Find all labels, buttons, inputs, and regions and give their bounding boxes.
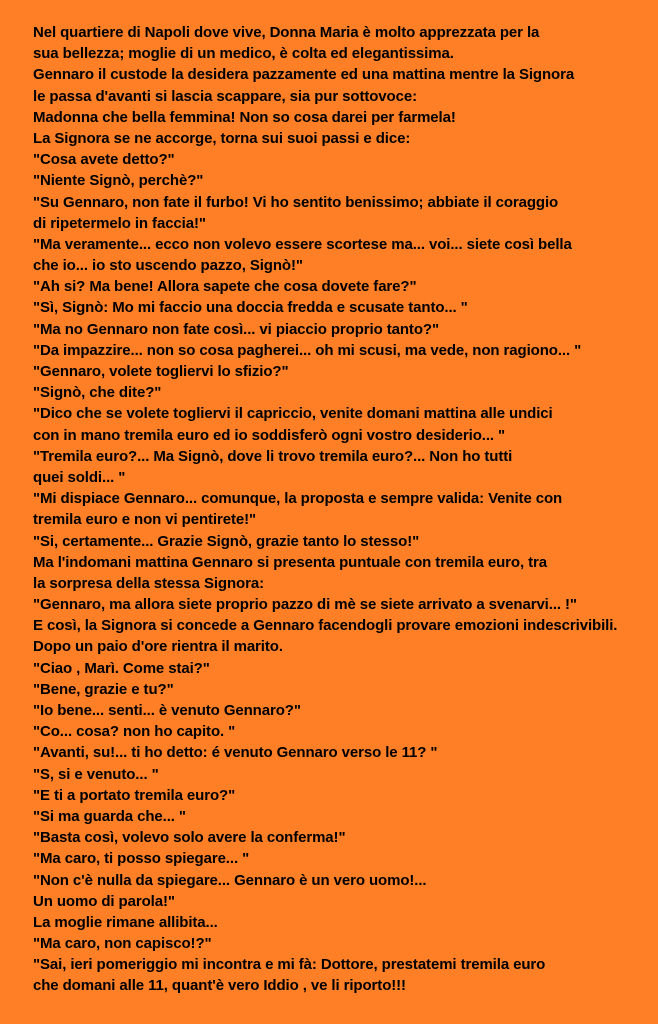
story-line: "Ma caro, ti posso spiegare... ": [33, 850, 250, 868]
story-line: "Avanti, su!... ti ho detto: é venuto Gennaro verso le 11? ": [33, 744, 438, 762]
story-line: "S, si e venuto... ": [33, 765, 159, 783]
story-line: "Sai, ieri pomeriggio mi incontra e mi fà: Dottore, prestatemi tremila euro: [33, 956, 546, 974]
story-line: "Basta così, volevo solo avere la conferma!": [33, 829, 346, 847]
story-line: Gennaro il custode la desidera pazzamente ed una mattina mentre la Signora: [33, 66, 575, 84]
story-line: "Dico che se volete togliervi il capriccio, venite domani mattina alle undici: [33, 405, 553, 423]
story-line: Un uomo di parola!": [33, 892, 175, 910]
story-line: con in mano tremila euro ed io soddisferò ogni vostro desiderio... ": [33, 426, 506, 444]
story-line: la sorpresa della stessa Signora:: [33, 574, 264, 592]
story-line: "Gennaro, volete togliervi lo sfizio?": [33, 363, 289, 380]
story-line: "Ma veramente... ecco non volevo essere scortese ma... voi... siete così bella: [33, 235, 572, 253]
story-line: "Ma no Gennaro non fate così... vi piaccio proprio tanto?": [33, 320, 439, 338]
story-line: le passa d'avanti si lascia scappare, sia pur sottovoce:: [33, 87, 417, 105]
story-line: "Ah si? Ma bene! Allora sapete che cosa dovete fare?": [33, 278, 417, 296]
story-line: Madonna che bella femmina! Non so cosa darei per farmela!: [33, 108, 456, 126]
story-line: Nel quartiere di Napoli dove vive, Donna Maria è molto apprezzata per la: [33, 24, 540, 41]
story-line: "Ma caro, non capisco!?": [33, 935, 212, 953]
story-line: La Signora se ne accorge, torna sui suoi passi e dice:: [33, 129, 411, 147]
story-line: E così, la Signora si concede a Gennaro facendogli provare emozioni indescrivibili.: [33, 617, 618, 635]
story-line: sua bellezza; moglie di un medico, è colta ed elegantissima.: [33, 45, 454, 63]
story-line: tremila euro e non vi pentirete!": [33, 511, 257, 529]
story-line: "Bene, grazie e tu?": [33, 680, 174, 698]
story-line: "E ti a portato tremila euro?": [33, 786, 236, 804]
story-line: "Tremila euro?... Ma Signò, dove li trovo tremila euro?... Non ho tutti: [33, 447, 513, 465]
story-text: [33, 22, 653, 997]
story-line: "Sì, Signò: Mo mi faccio una doccia fredda e scusate tanto... ": [33, 299, 468, 317]
story-line: "Da impazzire... non so cosa pagherei... oh mi scusi, ma vede, non ragiono... ": [33, 341, 582, 359]
story-line: Ma l'indomani mattina Gennaro si presenta puntuale con tremila euro, tra: [33, 553, 547, 571]
story-line: che io... io sto uscendo pazzo, Signò!": [33, 257, 303, 275]
story-line: quei soldi... ": [33, 468, 126, 486]
story-line: "Mi dispiace Gennaro... comunque, la proposta e sempre valida: Venite con: [33, 490, 563, 508]
story-line: La moglie rimane allibita...: [33, 913, 218, 931]
story-line: "Si ma guarda che... ": [33, 807, 186, 825]
story-line: "Cosa avete detto?": [33, 151, 175, 169]
story-line: di ripetermelo in faccia!": [33, 214, 206, 232]
story-line: "Si, certamente... Grazie Signò, grazie tanto lo stesso!": [33, 532, 420, 550]
story-line: "Io bene... senti... è venuto Gennaro?": [33, 702, 301, 719]
story-line: che domani alle 11, quant'è vero Iddio , ve li riporto!!!: [33, 977, 406, 995]
story-line: "Ciao , Marì. Come stai?": [33, 659, 210, 677]
story-line: "Su Gennaro, non fate il furbo! Vi ho sentito benissimo; abbiate il coraggio: [33, 193, 559, 211]
story-line: Dopo un paio d'ore rientra il marito.: [33, 638, 283, 656]
story-line: "Non c'è nulla da spiegare... Gennaro è un vero uomo!...: [33, 871, 427, 889]
story-line: "Signò, che dite?": [33, 384, 162, 402]
story-line: "Niente Signò, perchè?": [33, 172, 204, 190]
story-line: "Co... cosa? non ho capito. ": [33, 723, 236, 741]
story-line: "Gennaro, ma allora siete proprio pazzo di mè se siete arrivato a svenarvi... !": [33, 596, 577, 614]
